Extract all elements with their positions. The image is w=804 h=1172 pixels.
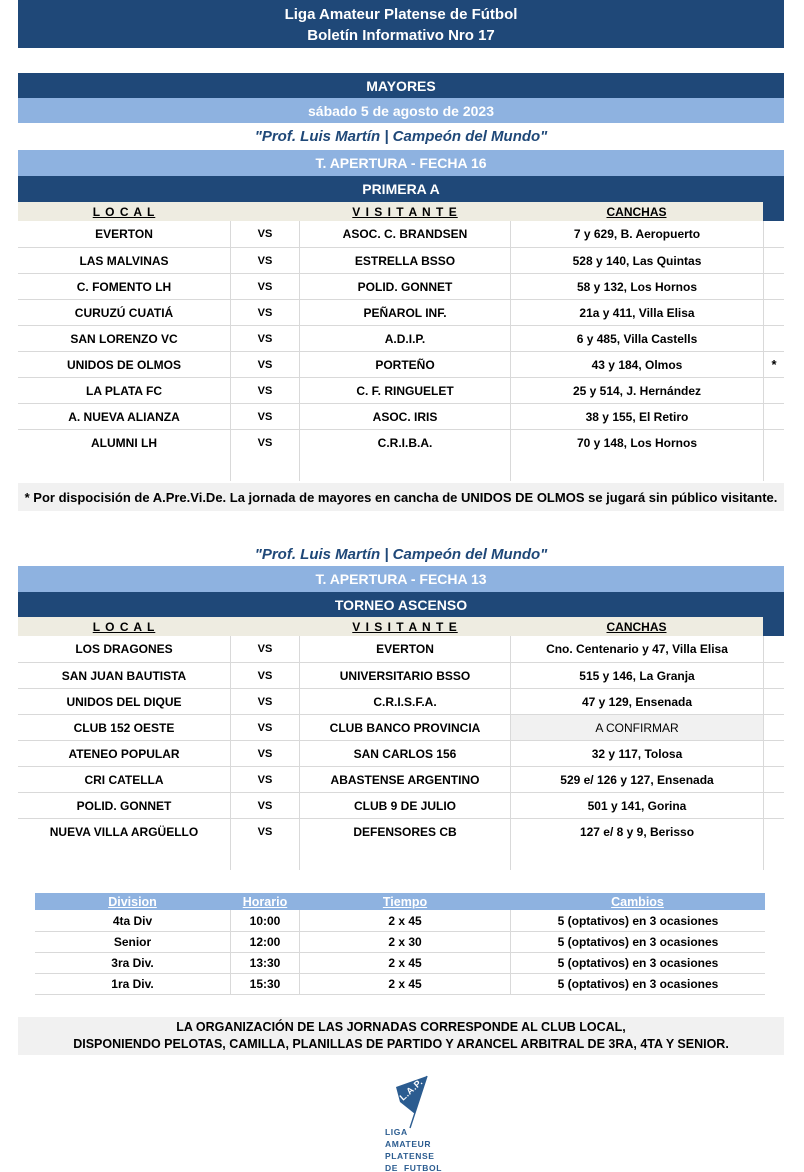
match-date: sábado 5 de agosto de 2023 <box>18 98 784 123</box>
vs-label: VS <box>230 767 300 792</box>
division-torneo-ascenso: TORNEO ASCENSO <box>18 592 784 617</box>
column-header-canchas: CANCHAS <box>510 202 763 221</box>
schedule-row <box>35 952 765 973</box>
cancha-address: 43 y 184, Olmos <box>510 352 763 377</box>
schedule-tiempo: 2 x 45 <box>388 956 422 970</box>
cancha-address: 6 y 485, Villa Castells <box>510 326 763 351</box>
table-row-empty <box>18 455 784 481</box>
column-header-visitante: V I S I T A N T E <box>300 617 510 636</box>
row-note-asterisk <box>763 300 784 325</box>
schedule-row <box>35 910 765 931</box>
row-note-asterisk <box>763 636 784 662</box>
lap-pennant-icon <box>341 1071 461 1172</box>
table-row <box>18 351 784 377</box>
schedule-division: 1ra Div. <box>111 977 154 991</box>
cancha-address: 58 y 132, Los Hornos <box>510 274 763 299</box>
schedule-cambios: 5 (optativos) en 3 ocasiones <box>510 974 765 994</box>
column-header-canchas: CANCHAS <box>510 617 763 636</box>
visitante-team: ABASTENSE ARGENTINO <box>330 772 480 787</box>
column-header-spacer <box>230 202 300 221</box>
vs-label: VS <box>230 793 300 818</box>
cancha-address: 38 y 155, El Retiro <box>510 404 763 429</box>
vs-label: VS <box>230 378 300 403</box>
schedule-column-tiempo: Tiempo <box>382 894 428 909</box>
bulletin-number: Boletín Informativo Nro 17 <box>307 27 495 44</box>
organization-note-line2: DISPONIENDO PELOTAS, CAMILLA, PLANILLAS DE PARTIDO Y ARANCEL ARBITRAL DE 3RA, 4TA Y SENIOR. <box>73 1037 729 1051</box>
schedule-table <box>35 893 765 995</box>
vs-label: VS <box>230 404 300 429</box>
column-header-local: L O C A L <box>18 202 230 221</box>
local-team: NUEVA VILLA ARGÜELLO <box>49 824 199 839</box>
table-row <box>18 429 784 455</box>
local-team: LA PLATA FC <box>86 383 162 398</box>
cancha-address: 528 y 140, Las Quintas <box>510 248 763 273</box>
local-team: LOS DRAGONES <box>75 642 173 656</box>
organization-note <box>18 1017 784 1055</box>
table-row <box>18 299 784 325</box>
fixtures-table-primera-a <box>18 221 784 455</box>
schedule-horario: 10:00 <box>230 910 300 931</box>
cancha-address: A CONFIRMAR <box>510 715 763 740</box>
visitante-team: PEÑAROL INF. <box>363 305 447 320</box>
bulletin-content <box>18 0 784 1172</box>
row-note-asterisk <box>763 689 784 714</box>
cancha-address: 70 y 148, Los Hornos <box>510 430 763 455</box>
schedule-tiempo: 2 x 30 <box>388 935 422 949</box>
vs-label: VS <box>230 300 300 325</box>
league-title: Liga Amateur Platense de Fútbol <box>284 6 518 23</box>
table-row <box>18 818 784 844</box>
row-note-asterisk <box>763 819 784 844</box>
visitante-team: ESTRELLA BSSO <box>354 253 456 268</box>
schedule-rows <box>35 910 765 995</box>
visitante-team: ASOC. IRIS <box>372 409 438 424</box>
visitante-team: CLUB BANCO PROVINCIA <box>329 720 481 735</box>
vs-label: VS <box>230 663 300 688</box>
visitante-team: SAN CARLOS 156 <box>353 746 457 761</box>
vs-label: VS <box>230 715 300 740</box>
aprevide-footnote: * Por dispocisión de A.Pre.Vi.De. La jornada de mayores en cancha de UNIDOS DE OLMOS se jugará sin público visitante. <box>18 483 784 511</box>
row-note-asterisk <box>763 430 784 455</box>
schedule-division: 4ta Div <box>112 913 153 928</box>
table-row <box>18 740 784 766</box>
table-row <box>18 792 784 818</box>
local-team: C. FOMENTO LH <box>76 279 172 294</box>
schedule-horario: 12:00 <box>230 932 300 952</box>
local-team: SAN JUAN BAUTISTA <box>61 668 187 683</box>
logo-text-line: DE FUTBOL <box>385 1163 443 1172</box>
header-corner-block <box>763 617 784 636</box>
table-row <box>18 377 784 403</box>
schedule-column-cambios: Cambios <box>611 894 664 909</box>
vs-label: VS <box>230 248 300 273</box>
local-team: CRI CATELLA <box>84 772 164 787</box>
vs-label: VS <box>230 819 300 844</box>
visitante-team: C.R.I.S.F.A. <box>373 694 437 709</box>
local-team: POLID. GONNET <box>76 798 172 813</box>
cancha-address: 25 y 514, J. Hernández <box>510 378 763 403</box>
logo-text-line: LIGA <box>385 1127 408 1137</box>
schedule-division: Senior <box>113 935 152 949</box>
vs-label: VS <box>230 352 300 377</box>
vs-label: VS <box>230 636 300 662</box>
schedule-row <box>35 931 765 952</box>
visitante-team: C. F. RINGUELET <box>356 383 454 398</box>
visitante-team: A.D.I.P. <box>384 331 426 346</box>
column-header-visitante: V I S I T A N T E <box>300 202 510 221</box>
local-team: EVERTON <box>95 227 153 241</box>
cancha-address: 515 y 146, La Granja <box>510 663 763 688</box>
tournament-fecha-16: T. APERTURA - FECHA 16 <box>18 150 784 176</box>
cancha-address: Cno. Centenario y 47, Villa Elisa <box>510 636 763 662</box>
schedule-header <box>35 893 765 910</box>
cancha-address: 32 y 117, Tolosa <box>510 741 763 766</box>
table-row <box>18 403 784 429</box>
tournament-fecha-13: T. APERTURA - FECHA 13 <box>18 566 784 592</box>
row-note-asterisk <box>763 378 784 403</box>
row-note-asterisk <box>763 793 784 818</box>
section-title-mayores: MAYORES <box>18 73 784 98</box>
schedule-cambios: 5 (optativos) en 3 ocasiones <box>510 932 765 952</box>
local-team: ATENEO POPULAR <box>68 746 180 761</box>
vs-label: VS <box>230 274 300 299</box>
local-team: A. NUEVA ALIANZA <box>68 409 180 424</box>
vs-label: VS <box>230 430 300 455</box>
fixtures-table-ascenso <box>18 636 784 844</box>
row-note-asterisk <box>763 248 784 273</box>
division-primera-a: PRIMERA A <box>18 176 784 202</box>
schedule-column-division: Division <box>108 894 157 909</box>
visitante-team: ASOC. C. BRANDSEN <box>342 227 468 241</box>
table-row <box>18 247 784 273</box>
row-note-asterisk <box>763 326 784 351</box>
table-row <box>18 325 784 351</box>
visitante-team: EVERTON <box>376 642 434 656</box>
local-team: CLUB 152 OESTE <box>73 720 175 735</box>
fixtures-header-primera-a <box>18 202 784 221</box>
organization-note-line1: LA ORGANIZACIÓN DE LAS JORNADAS CORRESPONDE AL CLUB LOCAL, <box>176 1020 626 1034</box>
schedule-horario: 13:30 <box>230 953 300 973</box>
visitante-team: C.R.I.B.A. <box>377 435 433 450</box>
table-row <box>18 636 784 662</box>
vs-label: VS <box>230 326 300 351</box>
table-row <box>18 221 784 247</box>
visitante-team: DEFENSORES CB <box>353 824 457 839</box>
schedule-cambios: 5 (optativos) en 3 ocasiones <box>510 953 765 973</box>
row-note-asterisk <box>763 221 784 247</box>
local-team: UNIDOS DEL DIQUE <box>66 694 182 709</box>
schedule-tiempo: 2 x 45 <box>388 913 422 928</box>
local-team: SAN LORENZO VC <box>70 331 178 346</box>
table-row <box>18 766 784 792</box>
table-row <box>18 688 784 714</box>
row-note-asterisk <box>763 715 784 740</box>
row-note-asterisk <box>763 404 784 429</box>
logo-text-line: AMATEUR <box>385 1139 432 1149</box>
vs-label: VS <box>230 689 300 714</box>
local-team: UNIDOS DE OLMOS <box>66 357 181 372</box>
motto-line-2: "Prof. Luis Martín | Campeón del Mundo" <box>254 546 548 563</box>
table-row <box>18 662 784 688</box>
row-note-asterisk: * <box>763 352 784 377</box>
cancha-address: 21a y 411, Villa Elisa <box>510 300 763 325</box>
cancha-address: 127 e/ 8 y 9, Berisso <box>510 819 763 844</box>
motto-line-1: "Prof. Luis Martín | Campeón del Mundo" <box>254 128 548 145</box>
schedule-division: 3ra Div. <box>111 956 154 970</box>
schedule-tiempo: 2 x 45 <box>388 977 422 991</box>
fixtures-header-ascenso <box>18 617 784 636</box>
league-logo <box>18 1071 784 1172</box>
column-header-spacer <box>230 617 300 636</box>
logo-text-line: PLATENSE <box>385 1151 435 1161</box>
vs-label: VS <box>230 221 300 247</box>
schedule-cambios: 5 (optativos) en 3 ocasiones <box>510 910 765 931</box>
row-note-asterisk <box>763 663 784 688</box>
visitante-team: PORTEÑO <box>375 357 435 372</box>
local-team: LAS MALVINAS <box>79 253 169 268</box>
schedule-row <box>35 973 765 994</box>
vs-label: VS <box>230 741 300 766</box>
fixtures-table-ascenso-trailer <box>18 844 784 870</box>
row-note-asterisk <box>763 767 784 792</box>
cancha-address: 47 y 129, Ensenada <box>510 689 763 714</box>
table-row-empty <box>18 844 784 870</box>
row-note-asterisk <box>763 274 784 299</box>
header-corner-block <box>763 202 784 221</box>
local-team: CURUZÚ CUATIÁ <box>74 305 174 320</box>
logo-flag-label: L.A.P. <box>397 1076 425 1103</box>
schedule-column-horario: Horario <box>242 894 288 909</box>
schedule-horario: 15:30 <box>230 974 300 994</box>
table-row <box>18 273 784 299</box>
row-note-asterisk <box>763 741 784 766</box>
cancha-address: 501 y 141, Gorina <box>510 793 763 818</box>
visitante-team: UNIVERSITARIO BSSO <box>339 668 471 683</box>
cancha-address: 529 e/ 126 y 127, Ensenada <box>510 767 763 792</box>
fixtures-table-primera-a-trailer <box>18 455 784 481</box>
bulletin-header <box>18 0 784 48</box>
visitante-team: CLUB 9 DE JULIO <box>353 798 456 813</box>
cancha-address: 7 y 629, B. Aeropuerto <box>510 221 763 247</box>
local-team: ALUMNI LH <box>91 435 157 450</box>
column-header-local: L O C A L <box>18 617 230 636</box>
table-row <box>18 714 784 740</box>
visitante-team: POLID. GONNET <box>357 279 453 294</box>
